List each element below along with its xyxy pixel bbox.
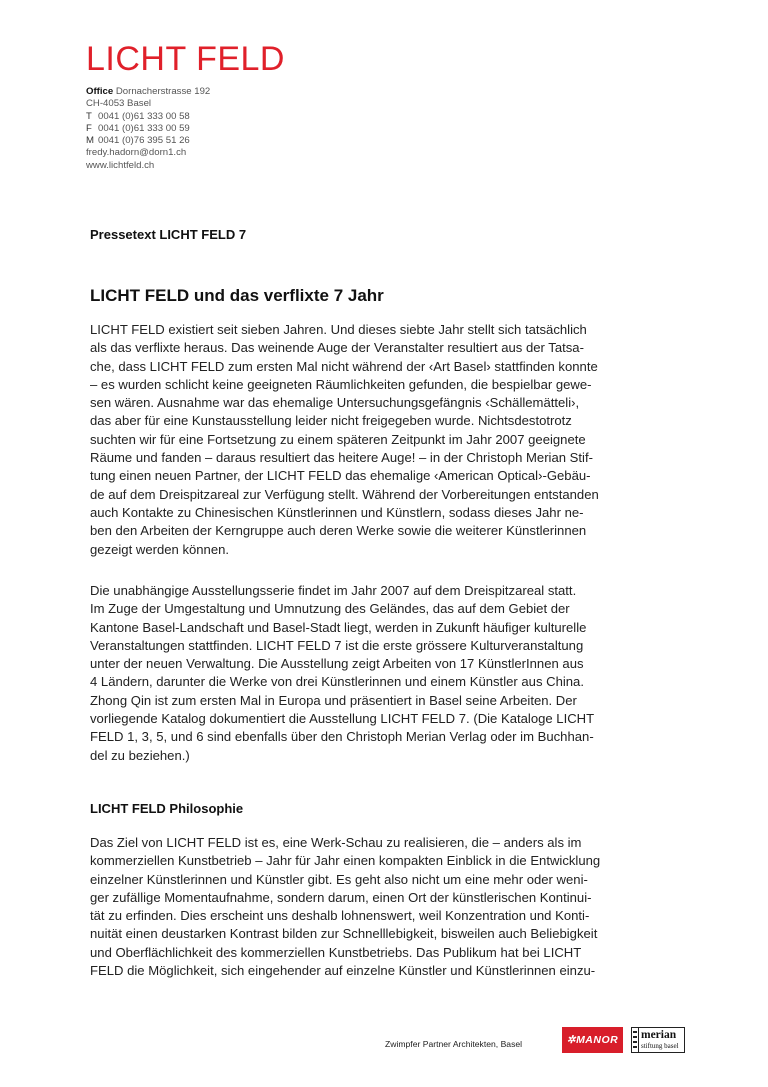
text-line: und Oberflächlichkeit des kommerziellen Kunstbetriebs. Das Publikum hat bei LICHT bbox=[90, 944, 582, 960]
text-line: che, dass LICHT FELD zum ersten Mal nicht während der ‹Art Basel› stattfinden konnte bbox=[90, 358, 598, 374]
address-line-2: CH-4053 Basel bbox=[86, 98, 152, 110]
email-link[interactable]: fredy.hadorn@dorn1.ch bbox=[86, 147, 187, 159]
logo: LICHT FELD bbox=[86, 40, 285, 78]
text-line: gezeigt werden können. bbox=[90, 541, 230, 557]
section-heading: LICHT FELD Philosophie bbox=[90, 801, 244, 816]
press-title: Pressetext LICHT FELD 7 bbox=[90, 227, 247, 242]
merian-logo bbox=[631, 1027, 685, 1053]
text-line: tung einen neuen Partner, der LICHT FELD das ehemalige ‹American Optical›-Gebäu- bbox=[90, 468, 591, 484]
merian-mark-icon bbox=[632, 1028, 639, 1052]
merian-logo-text: merian bbox=[641, 1029, 677, 1041]
text-line: LICHT FELD existiert seit sieben Jahren. Und dieses siebte Jahr stellt sich tatsächlich bbox=[90, 322, 587, 337]
street-address: Dornacherstrasse 192 bbox=[115, 86, 211, 97]
text-line: – es wurden schlicht keine geeigneten Räumlichkeiten gefunden, die bespielbar gewe- bbox=[90, 376, 592, 392]
footer-architects: Zwimpfer Partner Architekten, Basel bbox=[385, 1039, 523, 1049]
text-line: Das Ziel von LICHT FELD ist es, eine Werk-Schau zu realisieren, die – anders als im bbox=[90, 835, 582, 850]
text-line: kommerziellen Kunstbetrieb – Jahr für Jahr einen kompakten Einblick in die Entwicklung bbox=[90, 853, 601, 869]
paragraph-2 bbox=[90, 582, 594, 765]
text-line: de auf dem Dreispitzareal zur Verfügung stellt. Während der Vorbereitungen entstanden bbox=[90, 486, 599, 502]
manor-star-icon: ✲ bbox=[566, 1034, 577, 1046]
text-line: suchten wir für eine Fortsetzung zu einem späteren Zeitpunkt im Jahr 2007 geeignete bbox=[90, 431, 586, 447]
text-line: Im Zuge der Umgestaltung und Umnutzung des Geländes, das auf dem Gebiet der bbox=[90, 601, 570, 617]
merian-logo-subtext: stiftung basel bbox=[641, 1042, 679, 1050]
text-line: FELD 1, 3, 5, und 6 sind ebenfalls über den Christoph Merian Verlag oder im Buchhan- bbox=[90, 729, 594, 745]
text-line: sen wären. Ausnahme war das ehemalige Untersuchungsgefängnis ‹Schällemätteli›, bbox=[90, 395, 580, 411]
contact-block bbox=[86, 86, 210, 172]
text-line: als das verflixte heraus. Das weinende Auge der Veranstalter resultiert aus der Tatsa- bbox=[90, 340, 584, 356]
phone-line: T 0041 (0)61 333 00 58 bbox=[86, 110, 190, 122]
text-line: unter der neuen Verwaltung. Die Ausstellung zeigt Arbeiten von 17 KünstlerInnen aus bbox=[90, 656, 584, 672]
website-link[interactable]: www.lichtfeld.ch bbox=[86, 159, 155, 171]
text-line: das aber für eine Kunstausstellung leider nicht freigegeben wurde. Nichtsdestotrotz bbox=[90, 413, 572, 429]
text-line: einzelner Künstlerinnen und Künstler gibt. Es geht also nicht um eine mehr oder weni- bbox=[90, 871, 588, 887]
text-line: tät zu erfinden. Dies erscheint uns deshalb lohnenswert, weil Konzentration und Konti- bbox=[90, 908, 590, 924]
text-line: nuität einen deustarken Kontrast bilden zur Schnelllebigkeit, bisweilen auch Beliebigkeit bbox=[90, 926, 598, 942]
paragraph-3 bbox=[90, 834, 600, 980]
text-line: 4 Ländern, darunter die Werke von drei Künstlerinnen und einem Künstler aus China. bbox=[90, 674, 584, 690]
mobile-line: M 0041 (0)76 395 51 26 bbox=[86, 135, 190, 147]
office-label: Office bbox=[86, 86, 114, 97]
address-line-1 bbox=[86, 86, 210, 98]
manor-logo: ✲ MANOR bbox=[562, 1027, 623, 1053]
text-line: Zhong Qin ist zum ersten Mal in Europa und präsentiert in Basel seine Arbeiten. Der bbox=[90, 692, 577, 708]
fax-line: F 0041 (0)61 333 00 59 bbox=[86, 122, 190, 134]
text-line: auch Kontakte zu Chinesischen Künstlerinnen und Künstlern, sodass dieses Jahr ne- bbox=[90, 504, 584, 520]
text-line: Kantone Basel-Landschaft und Basel-Stadt liegt, werden in Zukunft häufiger kulturelle bbox=[90, 619, 587, 635]
text-line: Räume und fanden – daraus resultiert das heitere Auge! – in der Christoph Merian Stif- bbox=[90, 450, 593, 466]
text-line: del zu beziehen.) bbox=[90, 747, 190, 763]
text-line: Veranstaltungen stattfinden. LICHT FELD 7 ist die erste grössere Kulturveranstaltung bbox=[90, 637, 584, 653]
article-heading: LICHT FELD und das verflixte 7 Jahr bbox=[90, 286, 384, 305]
text-line: Die unabhängige Ausstellungsserie findet im Jahr 2007 auf dem Dreispitzareal statt. bbox=[90, 583, 577, 598]
text-line: vorliegende Katalog dokumentiert die Ausstellung LICHT FELD 7. (Die Kataloge LICHT bbox=[90, 711, 595, 727]
text-line: ger zufällige Momentaufnahme, sondern darum, einen Ort der künstlerischen Kontinui- bbox=[90, 889, 592, 905]
paragraph-1 bbox=[90, 321, 599, 559]
text-line: ben den Arbeiten der Kerngruppe auch deren Werke sowie die weiterer Künstlerinnen bbox=[90, 523, 587, 539]
text-line: FELD die Möglichkeit, sich eingehender auf einzelne Künstler und Künstlerinnen einzu- bbox=[90, 963, 596, 979]
